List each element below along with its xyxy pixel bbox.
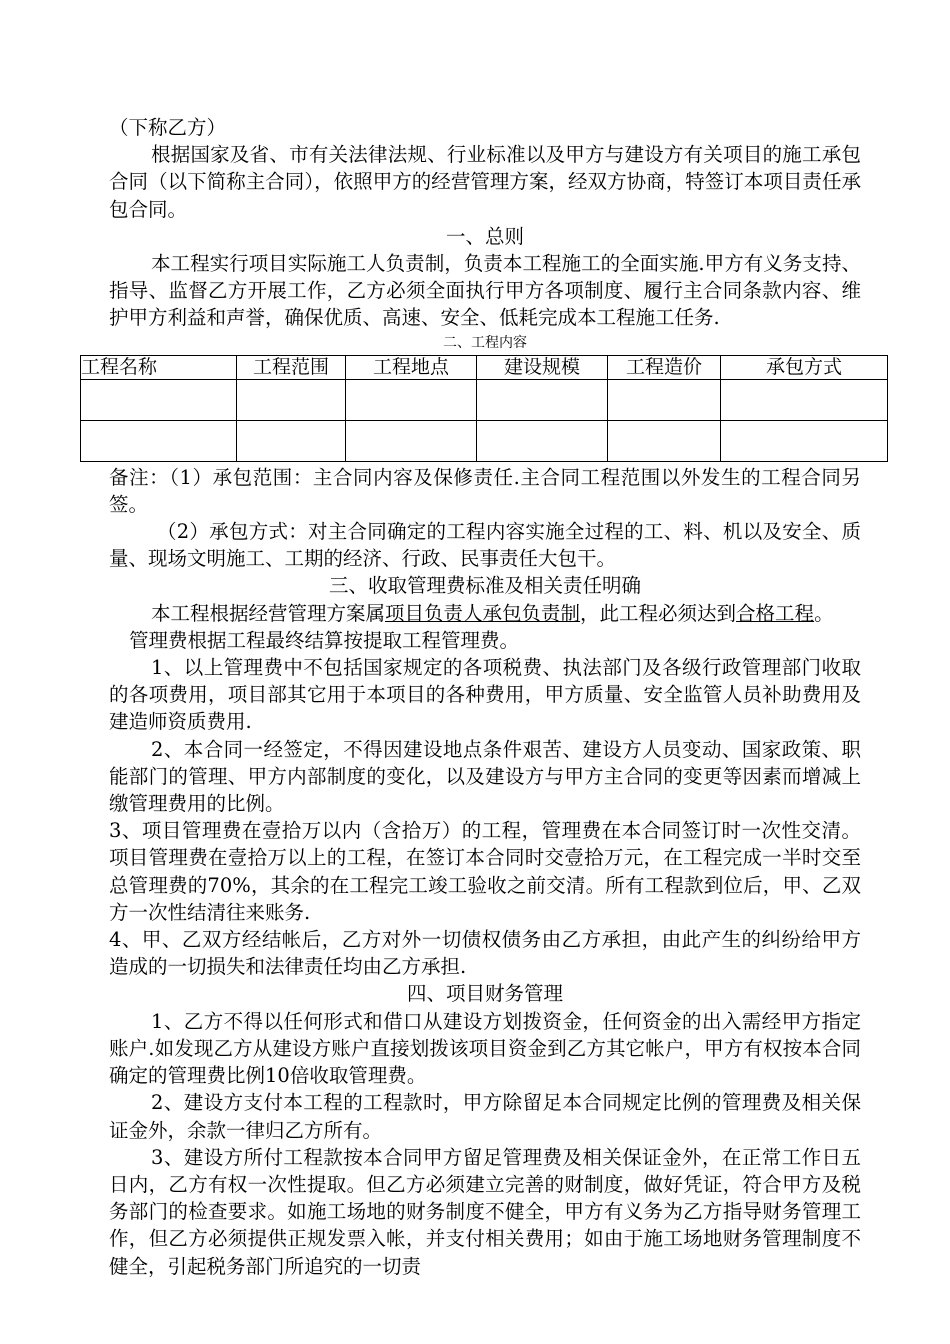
header-contract-method: 承包方式 — [721, 355, 888, 379]
section-3-paragraph-2: 管理费根据工程最终结算按提取工程管理费。 — [129, 628, 520, 652]
section-4-title: 四、项目财务管理 — [406, 982, 563, 1006]
section-4-item-2: 2、建设方支付本工程的工程款时，甲方除留足本合同规定比例的管理费及相关保证金外，余款一律归乙方所有。 — [109, 1091, 861, 1142]
note-contract-scope: 备注：（1）承包范围：主合同内容及保修责任.主合同工程范围以外发生的工程合同另签。 — [109, 465, 861, 516]
table-cell — [477, 379, 608, 420]
table-cell — [237, 379, 346, 420]
table-cell — [477, 420, 608, 461]
section-4-item-1: 1、乙方不得以任何形式和借口从建设方划拨资金，任何资金的出入需经甲方指定账户.如发现乙方从建设方账户直接划拨该项目资金到乙方其它帐户，甲方有权按本合同确定的管理费比例10倍收取管理费。 — [109, 1009, 861, 1088]
responsibility-system: 项目负责人承包负责制 — [385, 601, 581, 625]
table-cell — [608, 420, 721, 461]
table-cell — [346, 379, 477, 420]
document-body — [81, 114, 861, 1280]
table-row — [81, 379, 888, 420]
section-1-paragraph: 本工程实行项目实际施工人负责制，负责本工程施工的全面实施.甲方有义务支持、指导、监督乙方开展工作，乙方必须全面执行甲方各项制度、履行主合同条款内容、维护甲方利益和声誉，确保优质、高速、安全、低耗完成本工程施工任务. — [109, 252, 861, 330]
section-3-text: 本工程根据经营管理方案属 — [151, 601, 386, 625]
project-content-table — [80, 355, 888, 462]
section-3-item-1: 1、以上管理费中不包括国家规定的各项税费、执法部门及各级行政管理部门收取的各项费用，项目部其它用于本项目的各种费用，甲方质量、安全监管人员补助费用及建造师资质费用. — [109, 656, 861, 734]
table-cell — [81, 379, 237, 420]
table-cell — [237, 420, 346, 461]
section-3-item-2: 2、本合同一经签定，不得因建设地点条件艰苦、建设方人员变动、国家政策、职能部门的管理、甲方内部制度的变化，以及建设方与甲方主合同的变更等因素而增减上缴管理费用的比例。 — [109, 737, 861, 816]
header-project-cost: 工程造价 — [608, 355, 721, 379]
note-contract-method: （2）承包方式：对主合同确定的工程内容实施全过程的工、料、机以及安全、质量、现场文明施工、工期的经济、行政、民事责任大包干。 — [109, 520, 861, 571]
header-construction-scale: 建设规模 — [477, 355, 608, 379]
section-3-text: ，此工程必须达到 — [580, 601, 737, 625]
quality-standard: 合格工程 — [736, 601, 815, 625]
section-3-item-4: 4、甲、乙双方经结帐后，乙方对外一切债权债务由乙方承担，由此产生的纠纷给甲方造成的一切损失和法律责任均由乙方承担. — [109, 928, 861, 979]
intro-paragraph: 根据国家及省、市有关法律法规、行业标准以及甲方与建设方有关项目的施工承包合同（以下简称主合同），依照甲方的经营管理方案，经双方协商，特签订本项目责任承包合同。 — [109, 143, 861, 221]
section-4-item-3: 3、建设方所付工程款按本合同甲方留足管理费及相关保证金外，在正常工作日五日内，乙方有权一次性提取。但乙方必须建立完善的财制度，做好凭证，符合甲方及税务部门的检查要求。如施工场地的财务制度不健全，甲方有义务为乙方指导财务管理工作，但乙方必须提供正规发票入帐，并支付相关费用；如由于施工场地财务管理制度不健全，引起税务部门所追究的一切责 — [109, 1145, 861, 1278]
table-header-row — [81, 355, 888, 379]
header-project-name: 工程名称 — [81, 355, 237, 379]
header-project-scope: 工程范围 — [237, 355, 346, 379]
section-1-title: 一、总则 — [445, 224, 524, 248]
section-3-paragraph-1 — [109, 600, 861, 627]
section-3-title: 三、收取管理费标准及相关责任明确 — [328, 574, 641, 598]
table-cell — [81, 420, 237, 461]
header-project-location: 工程地点 — [346, 355, 477, 379]
table-cell — [721, 420, 888, 461]
table-cell — [608, 379, 721, 420]
section-3-text: 。 — [814, 601, 834, 625]
table-row — [81, 420, 888, 461]
section-3-item-3: 3、项目管理费在壹拾万以内（含拾万）的工程，管理费在本合同签订时一次性交清。项目管理费在壹拾万以上的工程，在签订本合同时交壹拾万元，在工程完成一半时交至总管理费的70%，其余的在工程完工竣工验收之前交清。所有工程款到位后，甲、乙双方一次性结清往来账务. — [109, 819, 861, 924]
table-cell — [721, 379, 888, 420]
section-2-title: 二、工程内容 — [443, 334, 527, 351]
intro-party-b: （下称乙方） — [109, 116, 227, 139]
table-cell — [346, 420, 477, 461]
